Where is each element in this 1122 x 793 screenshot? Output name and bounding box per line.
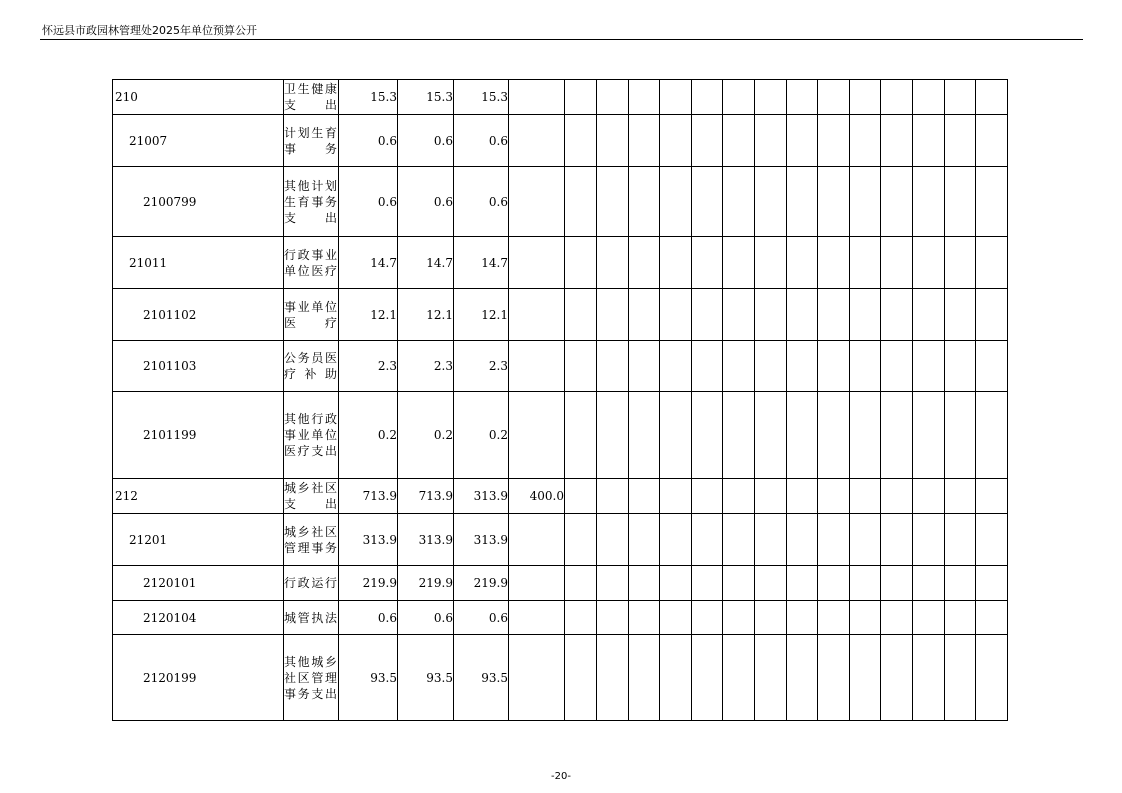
cell-empty [976,167,1008,237]
table-row [113,341,1008,392]
cell-empty [976,80,1008,115]
cell-empty [565,237,597,289]
cell-amount [509,601,565,635]
cell-empty [692,115,723,167]
cell-empty [597,289,629,341]
cell-amount: 0.2 [398,392,454,479]
table-row [113,514,1008,566]
cell-subject-code: 2120104 [113,601,284,635]
cell-subject-name: 行政运行 [284,566,339,601]
cell-empty [692,80,723,115]
cell-empty [913,341,945,392]
cell-empty [565,566,597,601]
table-row [113,115,1008,167]
cell-empty [787,479,818,514]
cell-empty [976,601,1008,635]
cell-amount: 0.2 [454,392,509,479]
cell-empty [818,635,850,721]
cell-empty [723,479,755,514]
cell-empty [818,237,850,289]
cell-empty [913,80,945,115]
cell-empty [660,566,692,601]
cell-empty [945,167,976,237]
cell-amount: 12.1 [398,289,454,341]
cell-empty [660,341,692,392]
table-row [113,237,1008,289]
cell-amount: 14.7 [339,237,398,289]
cell-empty [692,635,723,721]
cell-empty [565,479,597,514]
cell-empty [787,392,818,479]
cell-empty [881,237,913,289]
cell-amount: 93.5 [339,635,398,721]
cell-empty [881,635,913,721]
cell-amount [509,566,565,601]
cell-empty [755,289,787,341]
cell-subject-name: 城管执法 [284,601,339,635]
cell-empty [597,635,629,721]
cell-amount: 219.9 [454,566,509,601]
cell-empty [692,237,723,289]
cell-empty [818,115,850,167]
cell-empty [629,635,660,721]
cell-empty [913,514,945,566]
cell-amount: 219.9 [398,566,454,601]
cell-empty [787,237,818,289]
cell-empty [787,566,818,601]
cell-amount: 0.6 [339,167,398,237]
cell-empty [787,115,818,167]
cell-amount: 313.9 [339,514,398,566]
cell-amount: 400.0 [509,479,565,514]
cell-empty [692,341,723,392]
cell-empty [945,115,976,167]
cell-subject-name: 其他城乡社区管理事务支出 [284,635,339,721]
cell-empty [660,635,692,721]
cell-empty [945,514,976,566]
cell-amount: 0.6 [398,601,454,635]
cell-empty [850,80,881,115]
cell-subject-code: 2101199 [113,392,284,479]
cell-amount [509,514,565,566]
cell-empty [818,514,850,566]
cell-empty [976,635,1008,721]
cell-empty [881,601,913,635]
cell-empty [723,80,755,115]
cell-empty [945,601,976,635]
cell-amount [509,289,565,341]
cell-empty [976,115,1008,167]
cell-amount [509,80,565,115]
cell-amount: 2.3 [398,341,454,392]
cell-empty [723,237,755,289]
cell-subject-name: 计划生育事务 [284,115,339,167]
cell-amount: 0.6 [398,167,454,237]
cell-empty [660,80,692,115]
cell-amount [509,392,565,479]
cell-subject-name: 其他行政事业单位医疗支出 [284,392,339,479]
cell-empty [913,167,945,237]
cell-empty [723,514,755,566]
cell-empty [850,566,881,601]
cell-amount: 0.2 [339,392,398,479]
cell-empty [755,237,787,289]
cell-empty [629,237,660,289]
cell-subject-name: 卫生健康支出 [284,80,339,115]
cell-amount: 15.3 [398,80,454,115]
cell-empty [597,479,629,514]
cell-empty [945,635,976,721]
cell-subject-code: 212 [113,479,284,514]
cell-empty [660,289,692,341]
cell-subject-name: 公务员医疗补助 [284,341,339,392]
cell-empty [755,167,787,237]
cell-empty [913,392,945,479]
cell-amount: 313.9 [454,479,509,514]
cell-empty [629,392,660,479]
cell-empty [945,392,976,479]
cell-amount: 12.1 [454,289,509,341]
cell-empty [913,601,945,635]
cell-empty [850,289,881,341]
cell-empty [565,167,597,237]
cell-subject-code: 2100799 [113,167,284,237]
cell-empty [850,635,881,721]
cell-empty [597,341,629,392]
table-row [113,392,1008,479]
cell-empty [787,289,818,341]
cell-empty [850,514,881,566]
cell-empty [597,514,629,566]
cell-amount: 15.3 [454,80,509,115]
cell-empty [818,289,850,341]
cell-empty [629,601,660,635]
cell-subject-code: 2101102 [113,289,284,341]
cell-empty [818,341,850,392]
cell-amount [509,341,565,392]
cell-amount: 0.6 [339,601,398,635]
cell-empty [597,392,629,479]
cell-amount: 93.5 [454,635,509,721]
cell-empty [723,289,755,341]
cell-empty [850,115,881,167]
cell-empty [565,80,597,115]
cell-empty [629,289,660,341]
table-row [113,479,1008,514]
cell-empty [881,566,913,601]
cell-empty [755,601,787,635]
cell-subject-name: 城乡社区管理事务 [284,514,339,566]
cell-empty [597,80,629,115]
cell-empty [565,341,597,392]
cell-subject-name: 行政事业单位医疗 [284,237,339,289]
cell-empty [913,237,945,289]
cell-amount: 93.5 [398,635,454,721]
cell-empty [660,167,692,237]
cell-subject-code: 21201 [113,514,284,566]
cell-empty [755,514,787,566]
cell-empty [850,601,881,635]
cell-empty [723,341,755,392]
cell-empty [787,635,818,721]
cell-subject-code: 2120101 [113,566,284,601]
cell-amount: 0.6 [454,115,509,167]
cell-amount: 2.3 [454,341,509,392]
cell-subject-code: 2101103 [113,341,284,392]
cell-empty [881,341,913,392]
cell-empty [913,289,945,341]
cell-empty [881,115,913,167]
cell-empty [660,601,692,635]
cell-empty [818,167,850,237]
cell-empty [881,289,913,341]
cell-empty [913,635,945,721]
cell-amount [509,167,565,237]
cell-empty [976,289,1008,341]
cell-empty [692,167,723,237]
table-row [113,80,1008,115]
cell-empty [660,237,692,289]
cell-empty [597,167,629,237]
cell-empty [755,635,787,721]
cell-empty [692,479,723,514]
cell-subject-name: 城乡社区支出 [284,479,339,514]
cell-empty [976,514,1008,566]
cell-amount: 0.6 [454,601,509,635]
table-row [113,289,1008,341]
cell-empty [692,566,723,601]
cell-empty [850,392,881,479]
cell-amount: 0.6 [398,115,454,167]
table-row [113,566,1008,601]
cell-empty [976,341,1008,392]
cell-empty [629,80,660,115]
cell-empty [787,601,818,635]
cell-empty [565,115,597,167]
cell-empty [755,479,787,514]
cell-amount [509,237,565,289]
cell-empty [692,392,723,479]
cell-amount: 219.9 [339,566,398,601]
cell-empty [723,635,755,721]
cell-empty [629,115,660,167]
cell-amount: 15.3 [339,80,398,115]
cell-empty [850,341,881,392]
cell-amount: 14.7 [398,237,454,289]
cell-empty [976,392,1008,479]
cell-empty [755,80,787,115]
cell-empty [945,479,976,514]
cell-subject-code: 210 [113,80,284,115]
cell-subject-code: 2120199 [113,635,284,721]
cell-empty [818,392,850,479]
cell-amount: 0.6 [454,167,509,237]
cell-empty [565,635,597,721]
cell-empty [723,115,755,167]
cell-empty [976,237,1008,289]
cell-empty [850,167,881,237]
cell-empty [818,80,850,115]
cell-empty [692,601,723,635]
cell-empty [787,167,818,237]
cell-empty [692,289,723,341]
cell-empty [660,479,692,514]
cell-empty [692,514,723,566]
cell-empty [565,392,597,479]
cell-amount: 12.1 [339,289,398,341]
cell-empty [850,479,881,514]
cell-empty [755,115,787,167]
cell-empty [723,392,755,479]
cell-amount: 0.6 [339,115,398,167]
cell-empty [881,479,913,514]
cell-amount: 713.9 [398,479,454,514]
cell-empty [976,479,1008,514]
cell-empty [565,289,597,341]
cell-subject-code: 21011 [113,237,284,289]
table-row [113,635,1008,721]
cell-amount: 313.9 [454,514,509,566]
budget-table [112,79,1008,721]
cell-empty [945,566,976,601]
header-divider [40,39,1083,40]
cell-empty [755,341,787,392]
cell-empty [881,167,913,237]
page-number: -20- [551,771,571,782]
cell-empty [913,115,945,167]
cell-empty [787,514,818,566]
cell-empty [597,115,629,167]
cell-empty [660,115,692,167]
cell-empty [723,566,755,601]
cell-empty [850,237,881,289]
cell-empty [755,566,787,601]
cell-empty [913,479,945,514]
cell-empty [597,601,629,635]
cell-empty [945,237,976,289]
cell-empty [881,392,913,479]
cell-empty [976,566,1008,601]
document-header-title: 怀远县市政园林管理处2025年单位预算公开 [42,24,257,37]
cell-empty [945,289,976,341]
cell-empty [723,601,755,635]
cell-empty [660,392,692,479]
cell-empty [565,601,597,635]
cell-empty [818,479,850,514]
cell-empty [881,514,913,566]
cell-subject-code: 21007 [113,115,284,167]
cell-empty [565,514,597,566]
table-row [113,601,1008,635]
cell-empty [597,566,629,601]
cell-empty [629,167,660,237]
cell-amount: 14.7 [454,237,509,289]
cell-subject-name: 其他计划生育事务支出 [284,167,339,237]
cell-empty [787,341,818,392]
cell-amount [509,635,565,721]
cell-amount: 2.3 [339,341,398,392]
cell-empty [629,341,660,392]
cell-empty [945,341,976,392]
cell-empty [818,566,850,601]
cell-amount: 713.9 [339,479,398,514]
cell-empty [913,566,945,601]
cell-empty [881,80,913,115]
cell-empty [755,392,787,479]
cell-empty [723,167,755,237]
cell-subject-name: 事业单位医疗 [284,289,339,341]
cell-empty [660,514,692,566]
cell-empty [629,566,660,601]
cell-amount [509,115,565,167]
cell-empty [629,514,660,566]
cell-amount: 313.9 [398,514,454,566]
cell-empty [629,479,660,514]
cell-empty [818,601,850,635]
cell-empty [787,80,818,115]
table-row [113,167,1008,237]
cell-empty [945,80,976,115]
cell-empty [597,237,629,289]
